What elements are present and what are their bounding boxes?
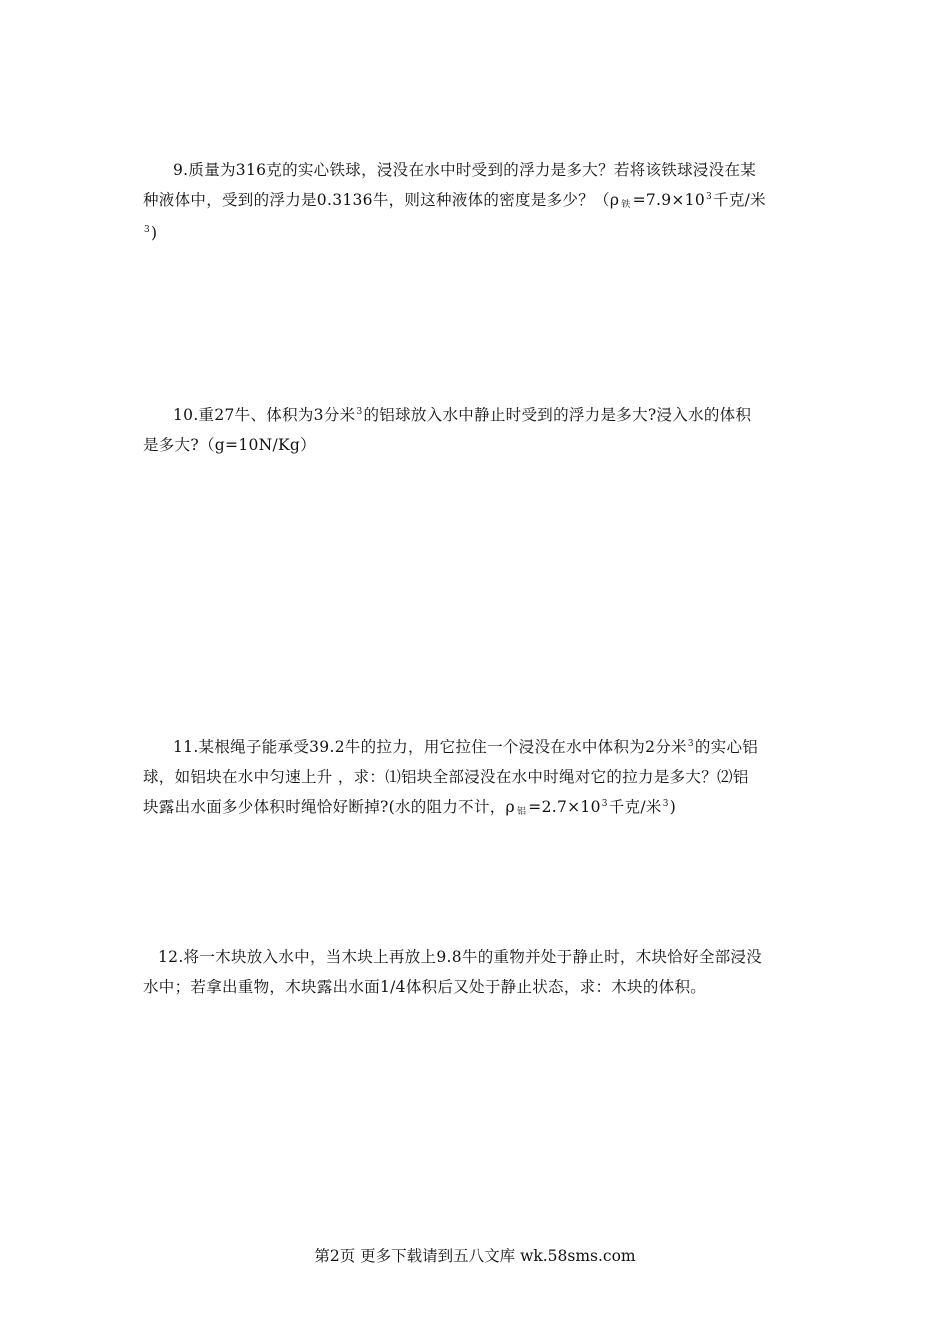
problem-11-text-a: 11.某根绳子能承受39.2牛的拉力，用它拉住一个浸没在水中体积为2分米 — [173, 738, 687, 756]
closing-paren: ) — [669, 798, 677, 816]
subscript-iron: 铁 — [621, 200, 631, 210]
problem-11-text-b: 的实心铝 — [694, 738, 759, 756]
exponent: 3 — [706, 192, 713, 202]
problem-9-line-2-text: 种液体中，受到的浮力是0.3136牛，则这种液体的密度是多少？（ρ — [143, 191, 620, 209]
problem-10 — [143, 400, 810, 460]
unit-exponent: 3 — [662, 799, 669, 809]
problem-12-line-1: 12.将一木块放入水中，当木块上再放上9.8牛的重物并处于静止时，木块恰好全部浸没 — [158, 948, 763, 966]
density-unit: 千克/米 — [713, 191, 766, 209]
problem-9-line-2 — [143, 185, 810, 218]
problem-11-line-1 — [143, 732, 810, 762]
problem-11-line-3 — [143, 792, 810, 825]
closing-paren: ) — [151, 224, 158, 242]
density-iron-value: =7.9×10 — [632, 191, 706, 209]
page-footer: 第2页 更多下载请到五八文库 wk.58sms.com — [314, 1247, 636, 1265]
problem-12-line-2: 水中；若拿出重物，木块露出水面1/4体积后又处于静止状态，求：木块的体积。 — [143, 978, 707, 996]
problem-12 — [143, 942, 810, 1002]
density-unit: 千克/米 — [608, 798, 662, 816]
problem-10-line-1 — [143, 400, 810, 430]
subscript-aluminum: 铝 — [516, 807, 527, 817]
unit-exponent: 3 — [687, 739, 694, 749]
unit-exponent: 3 — [356, 407, 363, 417]
problem-11 — [143, 732, 810, 825]
problem-11-text-c: 块露出水面多少体积时绳恰好断掉?(水的阻力不计，ρ — [143, 798, 515, 816]
problem-10-text-b: 的铝球放入水中静止时受到的浮力是多大?浸入水的体积 — [363, 406, 752, 424]
unit-exponent: 3 — [144, 225, 151, 235]
density-aluminum-value: =2.7×10 — [528, 798, 601, 816]
problem-11-line-2: 球，如铝块在水中匀速上升 ，求：⑴铝块全部浸没在水中时绳对它的拉力是多大？⑵铝 — [143, 768, 749, 786]
exponent: 3 — [601, 799, 608, 809]
problem-10-line-2: 是多大?（g=10N/Kg） — [143, 436, 316, 454]
problem-9-line-3 — [143, 218, 810, 248]
problem-10-text-a: 10.重27牛、体积为3分米 — [173, 406, 356, 424]
problem-9 — [143, 155, 810, 248]
problem-9-line-1: 9.质量为316克的实心铁球，浸没在水中时受到的浮力是多大？若将该铁球浸没在某 — [173, 161, 757, 179]
